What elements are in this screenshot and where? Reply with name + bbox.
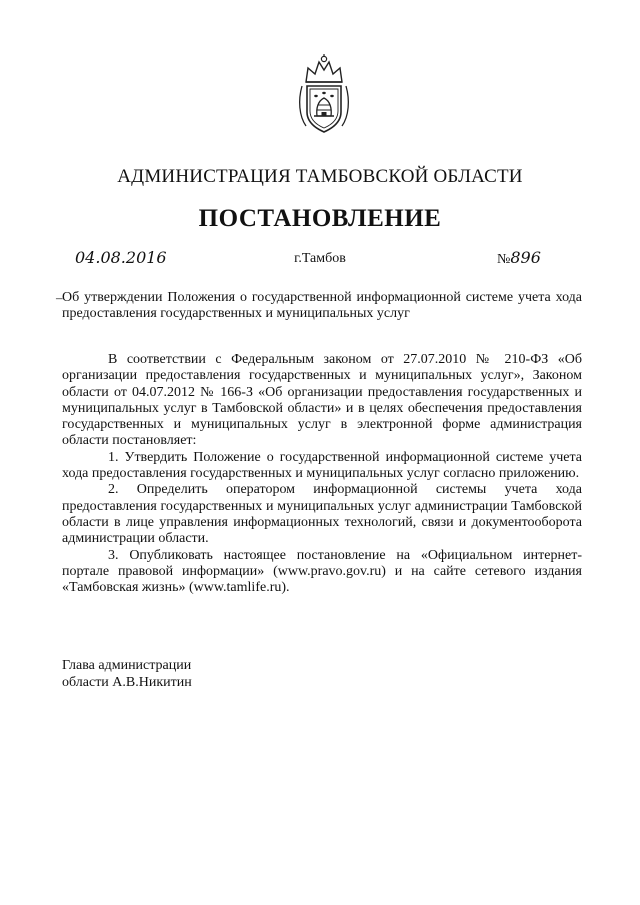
document-type-title: ПОСТАНОВЛЕНИЕ [198, 205, 442, 232]
organization-name: АДМИНИСТРАЦИЯ ТАМБОВСКОЙ ОБЛАСТИ [117, 166, 523, 187]
preamble-paragraph: В соответствии с Федеральным законом от 27.07.2010 № 210-ФЗ «Об организации предоставления государственных и муниципальных услуг», Законом области от 04.07.2012 № 166-З «Об организации предоставления государственных и муниципальных услуг в Тамбовской области» и в целях обеспечения предоставления государственных и муниципальных услуг в электронной форме администрация области постановляет: [62, 352, 582, 449]
document-subject: Об утверждении Положения о государственной информационной системе учета хода предоставления государственных и муниципальных услуг [62, 290, 582, 321]
document-number [497, 248, 541, 268]
signature-block [62, 657, 322, 691]
tambov-coat-of-arms-icon [296, 52, 352, 138]
item-1-paragraph: 1. Утвердить Положение о государственной информационной системе учета хода предоставления государственных и муниципальных услуг согласно приложению. [62, 449, 582, 482]
item-3-paragraph: 3. Опубликовать настоящее постановление на «Официальном интернет-портале правовой информации» (www.pravo.gov.ru) и на сайте сетевого издания «Тамбовская жизнь» (www.tamlife.ru). [62, 547, 582, 596]
number-prefix: № [497, 252, 511, 267]
signature-title: Глава администрации [62, 658, 192, 673]
item-2-paragraph: 2. Определить оператором информационной системы учета хода предоставления государственных и муниципальных услуг администрации Тамбовской области в лице управления информационных технологий, связи и документооборота администрации области. [62, 482, 582, 547]
subject-marker: – [56, 290, 63, 305]
number-value: 896 [510, 248, 541, 267]
signature-name: области А.В.Никитин [62, 675, 192, 690]
document-body [62, 352, 582, 596]
document-city: г.Тамбов [294, 251, 346, 266]
document-date: 04.08.2016 [75, 248, 167, 267]
